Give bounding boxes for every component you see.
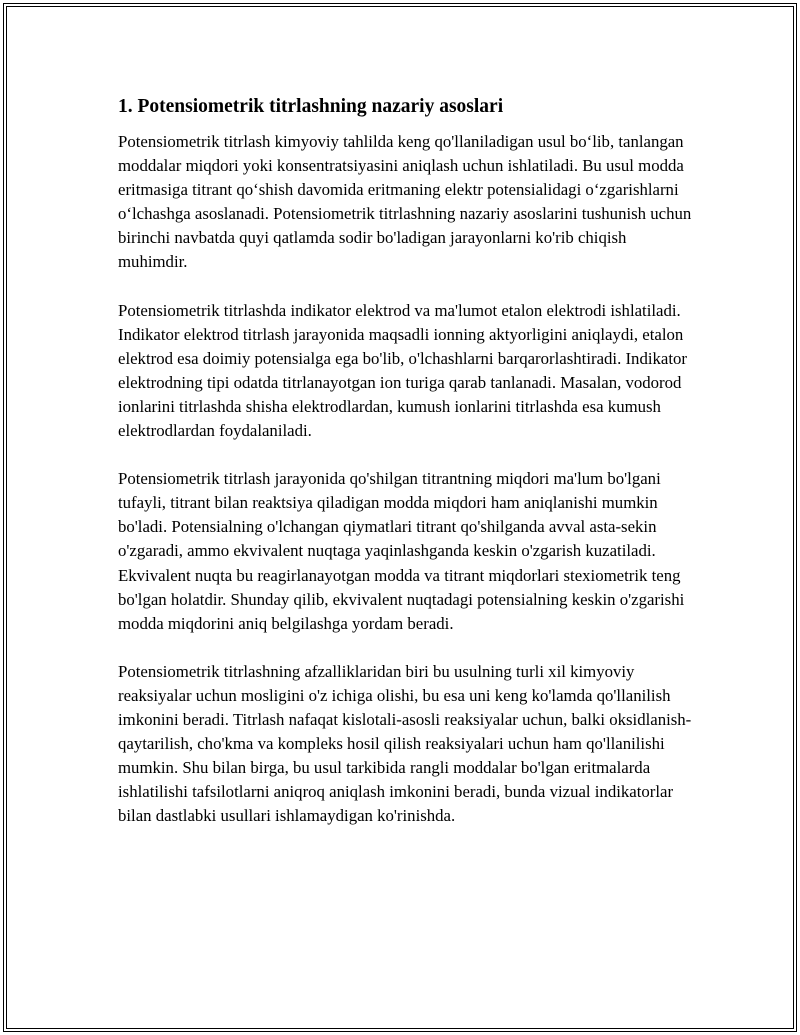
section-heading: 1. Potensiometrik titrlashning nazariy asoslari (118, 96, 504, 117)
document-body (118, 94, 698, 852)
paragraph-1: Potensiometrik titrlash kimyoviy tahlilda keng qo'llaniladigan usul bo‘lib, tanlangan moddalar miqdori yoki konsentratsiyasini aniqlash uchun ishlatiladi. Bu usul modda eritmasiga titrant qo‘shish davomida eritmaning elektr potensialidagi o‘zgarishlarni o‘lchashga asoslanadi. Potensiometrik titrlashning nazariy asoslarini tushunish uchun birinchi navbatda quyi qatlamda sodir bo'ladigan jarayonlarni ko'rib chiqish muhimdir. (118, 132, 692, 272)
paragraph-3: Potensiometrik titrlash jarayonida qo'shilgan titrantning miqdori ma'lum bo'lgani tufayli, titrant bilan reaktsiya qiladigan modda miqdori ham aniqlanishi mumkin bo'ladi. Potensialning o'lchangan qiymatlari titrant qo'shilganda avval asta-sekin o'zgaradi, ammo ekvivalent nuqtaga yaqinlashganda keskin o'zgarish kuzatiladi. Ekvivalent nuqta bu reagirlanayotgan modda va titrant miqdorlari stexiometrik teng bo'lgan holatdir. Shunday qilib, ekvivalent nuqtadagi potensialning keskin o'zgarishi modda miqdorini aniq belgilashga yordam beradi. (118, 469, 685, 633)
paragraph-4: Potensiometrik titrlashning afzalliklaridan biri bu usulning turli xil kimyoviy reaksiyalar uchun mosligini o'z ichiga olishi, bu esa uni keng ko'lamda qo'llanilish imkonini beradi. Titrlash nafaqat kislotali-asosli reaksiyalar uchun, balki oksidlanish-qaytarilish, cho'kma va kompleks hosil qilish reaksiyalari uchun ham qo'llanilishi mumkin. Shu bilan birga, bu usul tarkibida rangli moddalar bo'lgan eritmalarda ishlatilishi tafsilotlarni aniqroq aniqlash imkonini beradi, bunda vizual indikatorlar bilan dastlabki usullari ishlamaydigan ko'rinishda. (118, 661, 692, 826)
paragraph-2: Potensiometrik titrlashda indikator elektrod va ma'lumot etalon elektrodi ishlatiladi. Indikator elektrod titrlash jarayonida maqsadli ionning aktyorligini aniqlaydi, etalon elektrod esa doimiy potensialga ega bo'lib, o'lchashlarni barqarorlashtiradi. Indikator elektrodning tipi odatda titrlanayotgan ion turiga qarab tanlanadi. Masalan, vodorod ionlarini titrlashda shisha elektrodlardan, kumush ionlarini titrlashda esa kumush elektrodlardan foydalaniladi. (118, 300, 687, 441)
